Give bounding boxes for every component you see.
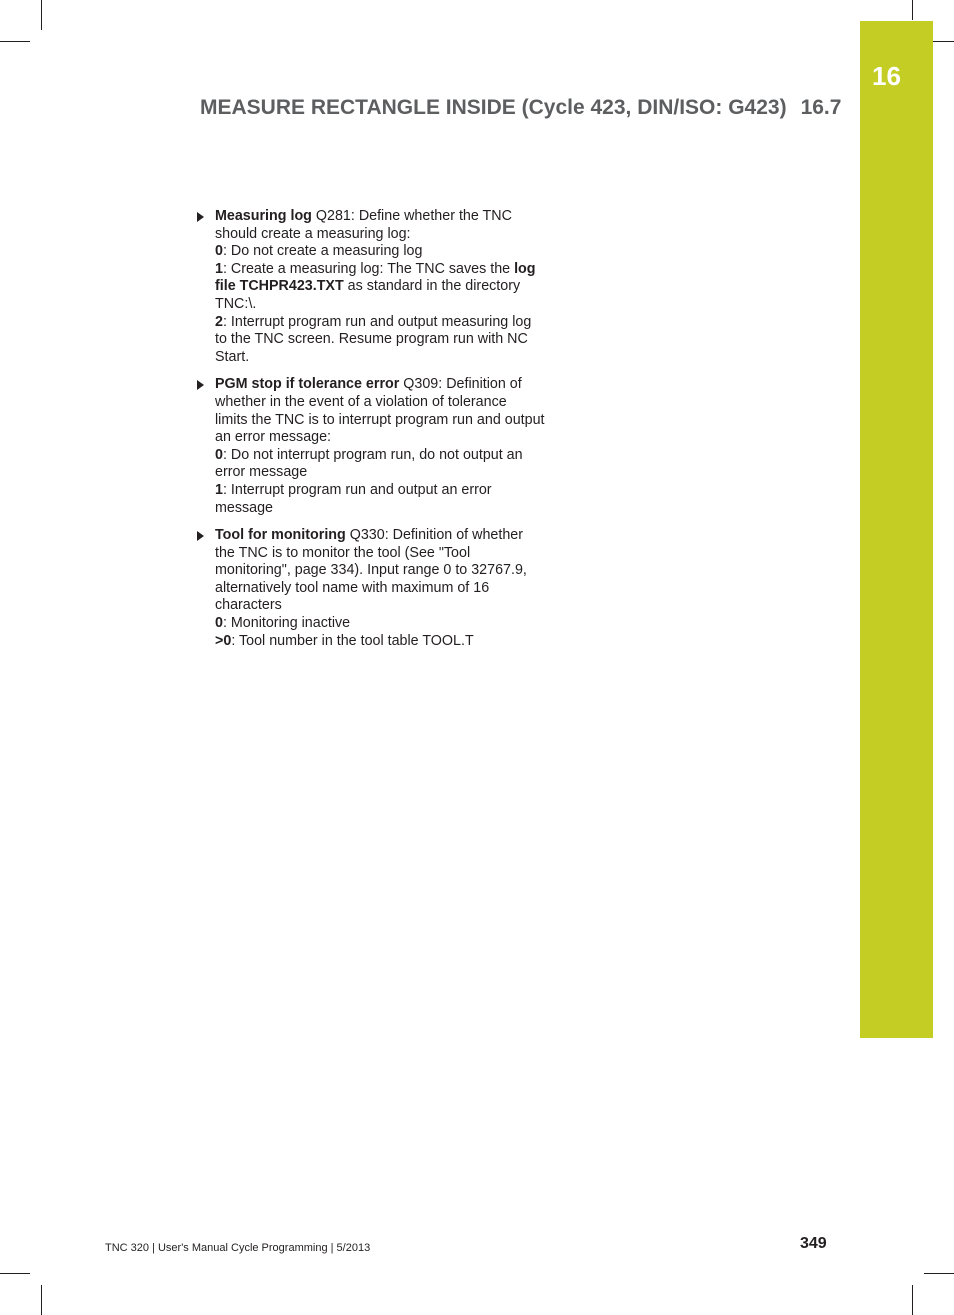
text: whether in the event of a violation of tolerance — [215, 393, 507, 410]
text: monitoring", page 334). Input range 0 to 32767.9, — [215, 562, 527, 579]
text-line — [215, 349, 565, 367]
triangle-bullet-icon — [197, 531, 204, 541]
header-title: MEASURE RECTANGLE INSIDE (Cycle 423, DIN/ISO: G423) — [200, 96, 787, 119]
text-line — [215, 331, 565, 349]
bold-text: 0 — [215, 446, 223, 463]
crop-mark — [912, 1285, 913, 1315]
triangle-bullet-icon — [197, 212, 204, 222]
text-line — [215, 226, 565, 244]
header-section: 16.7 — [800, 96, 842, 119]
text-line — [215, 597, 565, 615]
bold-text: 0 — [215, 615, 223, 632]
text: Q330: Definition of whether — [345, 527, 523, 544]
page-header — [200, 96, 840, 120]
text-line — [215, 464, 565, 482]
text-line — [215, 482, 565, 500]
text: alternatively tool name with maximum of 16 — [215, 579, 490, 596]
bold-text: 0 — [215, 243, 223, 260]
text: the TNC is to monitor the tool (See "Tool — [215, 544, 471, 561]
text: TNC:\. — [215, 295, 257, 312]
text-line — [215, 429, 565, 447]
text-line — [215, 376, 565, 394]
text: : Interrupt program run and output an error — [222, 481, 492, 498]
bold-text: 1 — [215, 260, 223, 277]
footer-text: TNC 320 | User's Manual Cycle Programming | 5/2013 — [105, 1242, 371, 1254]
text-line — [215, 500, 565, 518]
bold-text: Measuring log — [215, 208, 312, 224]
text-line — [215, 633, 565, 651]
crop-mark — [41, 1285, 42, 1315]
text: as standard in the directory — [343, 278, 521, 295]
text-line — [215, 562, 565, 580]
crop-mark — [0, 41, 30, 42]
text-line — [215, 208, 565, 226]
parameter-list — [195, 208, 565, 660]
text: to the TNC screen. Resume program run with NC — [215, 331, 528, 348]
text-line — [215, 243, 565, 261]
parameter-entry — [195, 527, 565, 650]
text: error message — [215, 464, 308, 481]
bold-text: 1 — [215, 481, 223, 498]
text-line — [215, 261, 565, 279]
parameter-entry — [195, 376, 565, 517]
bold-text: Tool for monitoring — [215, 527, 346, 544]
text-line — [215, 447, 565, 465]
bold-text: file TCHPR423.TXT — [215, 278, 344, 295]
text: should create a measuring log: — [215, 225, 411, 242]
crop-mark — [0, 1273, 30, 1274]
text: Q281: Define whether the TNC — [311, 208, 512, 224]
triangle-bullet-icon — [197, 380, 204, 390]
text-line — [215, 296, 565, 314]
text-line — [215, 278, 565, 296]
text: : Monitoring inactive — [222, 615, 351, 632]
text-line — [215, 412, 565, 430]
text-line — [215, 615, 565, 633]
bold-text: >0 — [215, 632, 232, 649]
chapter-tab — [860, 21, 933, 1038]
text: limits the TNC is to interrupt program run and output — [215, 411, 545, 428]
crop-mark — [912, 0, 913, 20]
text: : Tool number in the tool table TOOL.T — [231, 632, 474, 649]
text: characters — [215, 597, 282, 614]
text: Start. — [215, 348, 250, 365]
parameter-entry — [195, 208, 565, 366]
page-number: 349 — [800, 1235, 827, 1252]
text-line — [215, 314, 565, 332]
text-line — [215, 545, 565, 563]
bold-text: 2 — [215, 313, 223, 330]
text-line — [215, 527, 565, 545]
bold-text: PGM stop if tolerance error — [215, 376, 400, 393]
crop-mark — [924, 1273, 954, 1274]
chapter-number: 16 — [872, 61, 901, 91]
text: an error message: — [215, 429, 332, 446]
text-line — [215, 580, 565, 598]
text: : Interrupt program run and output measuring log — [222, 313, 532, 330]
text: message — [215, 499, 274, 516]
text: : Do not create a measuring log — [222, 243, 423, 260]
text: : Create a measuring log: The TNC saves the — [222, 260, 515, 277]
text: Q309: Definition of — [399, 376, 522, 393]
bold-text: log — [514, 260, 536, 277]
crop-mark — [41, 0, 42, 30]
text-line — [215, 394, 565, 412]
text: : Do not interrupt program run, do not output an — [222, 446, 523, 463]
